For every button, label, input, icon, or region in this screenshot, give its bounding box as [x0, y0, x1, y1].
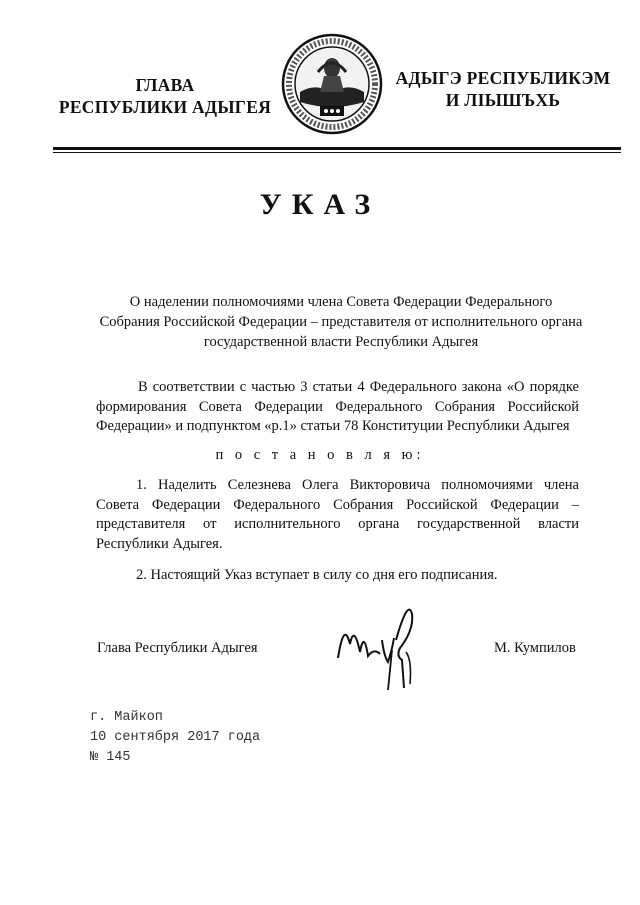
preamble-paragraph: В соответствии с частью 3 статьи 4 Федерального закона «О порядке формирования Совета Федерации Федерального Собрания Российской Федерации» и подпунктом «р.1» статьи 78 Конституции Республики Адыгея	[96, 379, 579, 434]
issuer-adyghe	[388, 67, 618, 111]
issuer-russian-line2: РЕСПУБЛИКИ АДЫГЕЯ	[58, 97, 272, 117]
footer-city: г. Майкоп	[90, 710, 163, 725]
subject-line1: О наделении полномочиями члена Совета Федерации Федерального	[129, 294, 553, 310]
issuer-russian	[40, 74, 290, 118]
header-divider-thin	[53, 152, 621, 153]
document-title: УКАЗ	[259, 188, 381, 221]
document-subject	[95, 292, 587, 352]
decree-item-2: 2. Настоящий Указ вступает в силу со дня его подписания.	[136, 567, 498, 583]
decree-word: п о с т а н о в л я ю:	[215, 447, 425, 463]
subject-line2: Собрания Российской Федерации – представителя от исполнительного органа	[99, 314, 583, 330]
issuer-adyghe-line2: И ЛІЫШЪХЬ	[445, 90, 561, 110]
decree-item-1: 1. Наделить Селезнева Олега Викторовича полномочиями члена Совета Федерации Федерального Собрания Российской Федерации – представителя от исполнительного органа государственной власти Республики Адыгея.	[96, 477, 579, 552]
issuer-adyghe-line1: АДЫГЭ РЕСПУБЛИКЭМ	[395, 68, 611, 88]
footer-number: № 145	[90, 750, 131, 765]
signatory-position: Глава Республики Адыгея	[97, 640, 258, 656]
signatory-name: М. Кумпилов	[494, 640, 576, 656]
header-divider	[53, 147, 621, 150]
footer-date: 10 сентября 2017 года	[90, 730, 261, 745]
document-footer	[90, 708, 260, 768]
coat-of-arms-emblem-icon	[280, 32, 384, 136]
subject-line3: государственной власти Республики Адыгея	[203, 334, 479, 350]
handwritten-signature-icon	[330, 600, 440, 695]
issuer-russian-line1: ГЛАВА	[135, 75, 195, 95]
